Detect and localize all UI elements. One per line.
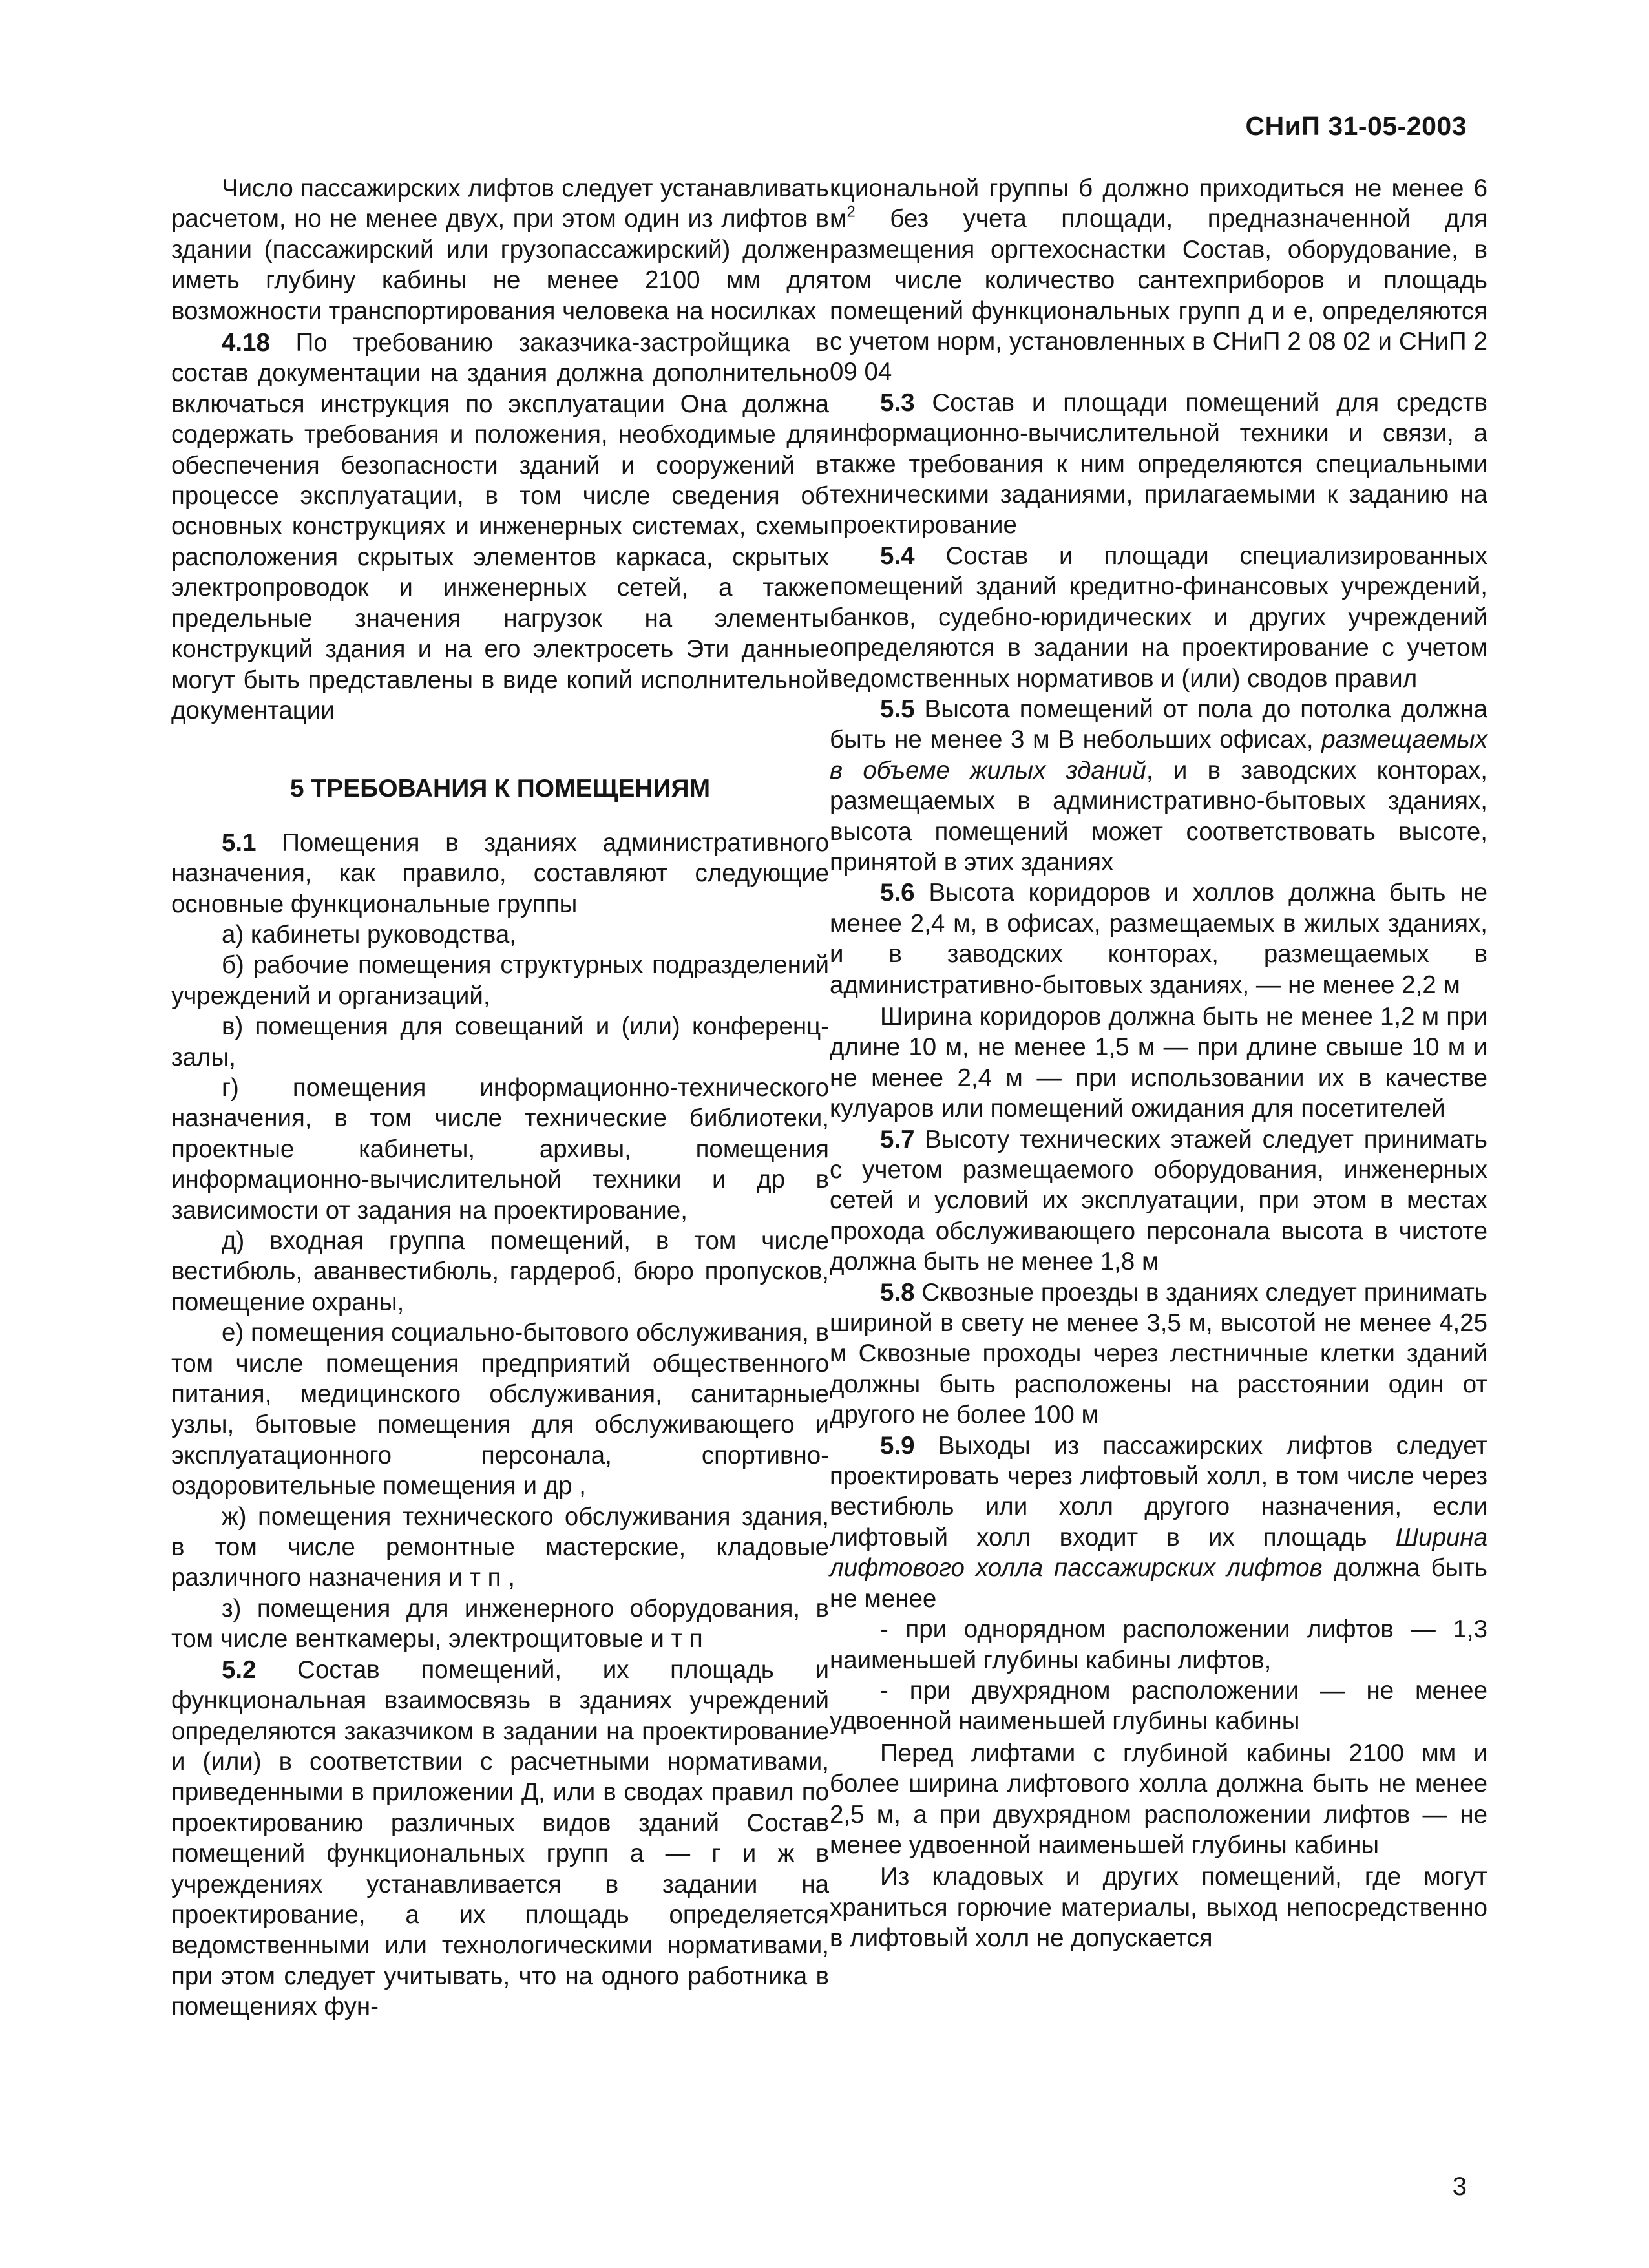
- clause-text: Помещения в зданиях административного назначения, как правило, составляют следующие основные функциональные группы: [171, 828, 829, 918]
- clause-number: 4.18: [222, 329, 270, 357]
- list-item-zh: ж) помещения технического обслуживания здания, в том числе ремонтные мастерские, кладовые различного назначения и т п ,: [171, 1502, 829, 1592]
- paragraph-5-2-continued: кциональной группы б должно приходиться не менее 6 $м^2$ без учета площади, предназначенной для размещения оргтехоснастки Состав, оборудование, в том числе количество сантехприборов и площадь помещений функциональных групп д и е, определяются с учетом норм, установленных в СНиП 2 08 02 и СНиП 2 09 04: [830, 174, 1487, 386]
- list-item-b: б) рабочие помещения структурных подразделений учреждений и организаций,: [171, 951, 829, 1010]
- paragraph-5-6: [830, 877, 1487, 1000]
- clause-text: Состав и площади помещений для средств информационно-вычислительной техники и связи, а также требования к ним определяются специальными техническими заданиями, прилагаемыми к заданию на проектирование: [830, 388, 1487, 540]
- paragraph-4-18: [171, 328, 829, 726]
- left-column: [171, 173, 829, 2022]
- clause-number: 5.1: [222, 828, 257, 857]
- clause-text: Высота коридоров и холлов должна быть не менее 2,4 м, в офисах, размещаемых в жилых зданиях, и в заводских конторах, размещаемых в административно-бытовых зданиях, — не менее 2,2 м: [830, 879, 1487, 999]
- superscript: 2: [846, 203, 856, 221]
- italic-text: размещаемых в объеме жилых зданий: [830, 726, 1487, 784]
- clause-number: 5.9: [880, 1431, 915, 1460]
- paragraph-5-9: 5.9 Выходы из пассажирских лифтов следует проектировать через лифтовый холл, в том числе через вестибюль или холл другого назначения, если лифтовый холл входит в их площадь Ширина лифтового холла пассажирских лифтов должна быть не менее: [830, 1431, 1487, 1613]
- list-item-e: е) помещения социально-бытового обслуживания, в том числе помещения предприятий общественного питания, медицинского обслуживания, санитарные узлы, бытовые помещения для обслуживающего и эксплуатационного персонала, спортивно-оздоровительные помещения и др ,: [171, 1319, 829, 1500]
- italic-text: Ширина лифтового холла пассажирских лифтов: [830, 1523, 1487, 1582]
- clause-number: 5.4: [880, 541, 915, 570]
- paragraph-corridor-width: Ширина коридоров должна быть не менее 1,2 м при длине 10 м, не менее 1,5 м — при длине свыше 10 м и не менее 2,4 м — при использовании их в качестве кулуаров или помещений ожидания для посетителей: [830, 1002, 1487, 1123]
- list-item-a: а) кабинеты руководства,: [222, 920, 516, 949]
- paragraph-5-4: [830, 541, 1487, 694]
- clause-number: 5.2: [222, 1655, 257, 1684]
- clause-text: По требованию заказчика-застройщика в состав документации на здания должна дополнительно включаться инструкция по эксплуатации Она должна содержать требования и положения, необходимые для обеспечения безопасности зданий и сооружений в процессе эксплуатации, в том числе сведения об основных конструкциях и инженерных системах, схемы расположения скрытых элементов каркаса, скрытых электропроводок и инженерных сетей, а также предельные значения нагрузок на элементы конструкций здания и на его электросеть Эти данные могут быть представлены в виде копий исполнительной документации: [171, 329, 829, 724]
- paragraph-5-2: [171, 1655, 829, 2022]
- paragraph-lift-hall-width: Перед лифтами с глубиной кабины 2100 мм и более ширина лифтового холла должна быть не менее 2,5 м, а при двухрядном расположении лифтов — не менее удвоенной наименьшей глубины кабины: [830, 1739, 1487, 1859]
- section-heading: 5 ТРЕБОВАНИЯ К ПОМЕЩЕНИЯМ: [289, 775, 711, 803]
- paragraph-5-7: [830, 1124, 1487, 1277]
- clause-number: 5.8: [880, 1278, 915, 1307]
- list-item-v: в) помещения для совещаний и (или) конференц-залы,: [171, 1013, 829, 1071]
- page-number: 3: [1452, 2172, 1467, 2201]
- clause-number: 5.3: [880, 388, 915, 417]
- clause-number: 5.5: [880, 695, 915, 723]
- paragraph-5-3: [830, 388, 1487, 541]
- bullet-double-row: - при двухрядном расположении — не менее удвоенной наименьшей глубины кабины: [830, 1676, 1487, 1736]
- clause-text: Сквозные проезды в зданиях следует принимать шириной в свету не менее 3,5 м, высотой не менее 4,25 м Сквозные проходы через лестничные клетки зданий должны быть расположены на расстоянии один от другого не более 100 м: [830, 1278, 1487, 1429]
- document-code-header: СНиП 31-05-2003: [1245, 111, 1467, 141]
- list-item-z: з) помещения для инженерного оборудования, в том числе венткамеры, электрощитовые и т п: [171, 1594, 829, 1654]
- paragraph-5-8: [830, 1277, 1487, 1431]
- clause-number: 5.7: [880, 1125, 915, 1153]
- paragraph-lift-count: Число пассажирских лифтов следует устанавливать расчетом, но не менее двух, при этом один из лифтов в здании (пассажирский или грузопассажирский) должен иметь глубину кабины не менее 2100 мм для возможности транспортирования человека на носилках: [171, 174, 829, 325]
- right-column: [830, 173, 1487, 1954]
- clause-text: Высоту технических этажей следует принимать с учетом размещаемого оборудования, инженерных сетей и условий их эксплуатации, при этом в местах прохода обслуживающего персонала высота в чистоте должна быть не менее 1,8 м: [830, 1125, 1487, 1276]
- paragraph-5-5: 5.5 Высота помещений от пола до потолка должна быть не менее 3 м В небольших офисах, размещаемых в объеме жилых зданий, и в заводских конторах, размещаемых в административно-бытовых зданиях, высота помещений может соответствовать высоте, принятой в этих зданиях: [830, 695, 1487, 876]
- paragraph-5-1: [171, 828, 829, 919]
- clause-number: 5.6: [880, 879, 915, 907]
- clause-text: Состав и площади специализированных помещений зданий кредитно-финансовых учреждений, банков, судебно-юридических и других учреждений определяются в задании на проектирование с учетом ведомственных нормативов и (или) сводов правил: [830, 541, 1487, 693]
- bullet-single-row: - при однорядном расположении лифтов — 1,3 наименьшей глубины кабины лифтов,: [830, 1615, 1487, 1674]
- paragraph-storage-exit: Из кладовых и других помещений, где могут храниться горючие материалы, выход непосредственно в лифтовый холл не допускается: [830, 1863, 1487, 1953]
- clause-text: Состав помещений, их площадь и функциональная взаимосвязь в зданиях учреждений определяются заказчиком в задании на проектирование и (или) в соответствии с расчетными нормативами, приведенными в приложении Д, или в сводах правил по проектированию различных видов зданий Состав помещений функциональных групп а — г и ж в учреждениях устанавливается в задании на проектирование, а их площадь определяется ведомственными или технологическими нормативами, при этом следует учитывать, что на одного работника в помещениях фун-: [171, 1655, 829, 2021]
- list-item-g: г) помещения информационно-технического назначения, в том числе технические библиотеки, проектные кабинеты, архивы, помещения информационно-вычислительной техники и др в зависимости от задания на проектирование,: [171, 1073, 829, 1224]
- list-item-d: д) входная группа помещений, в том числе вестибюль, аванвестибюль, гардероб, бюро пропусков, помещение охраны,: [171, 1227, 829, 1316]
